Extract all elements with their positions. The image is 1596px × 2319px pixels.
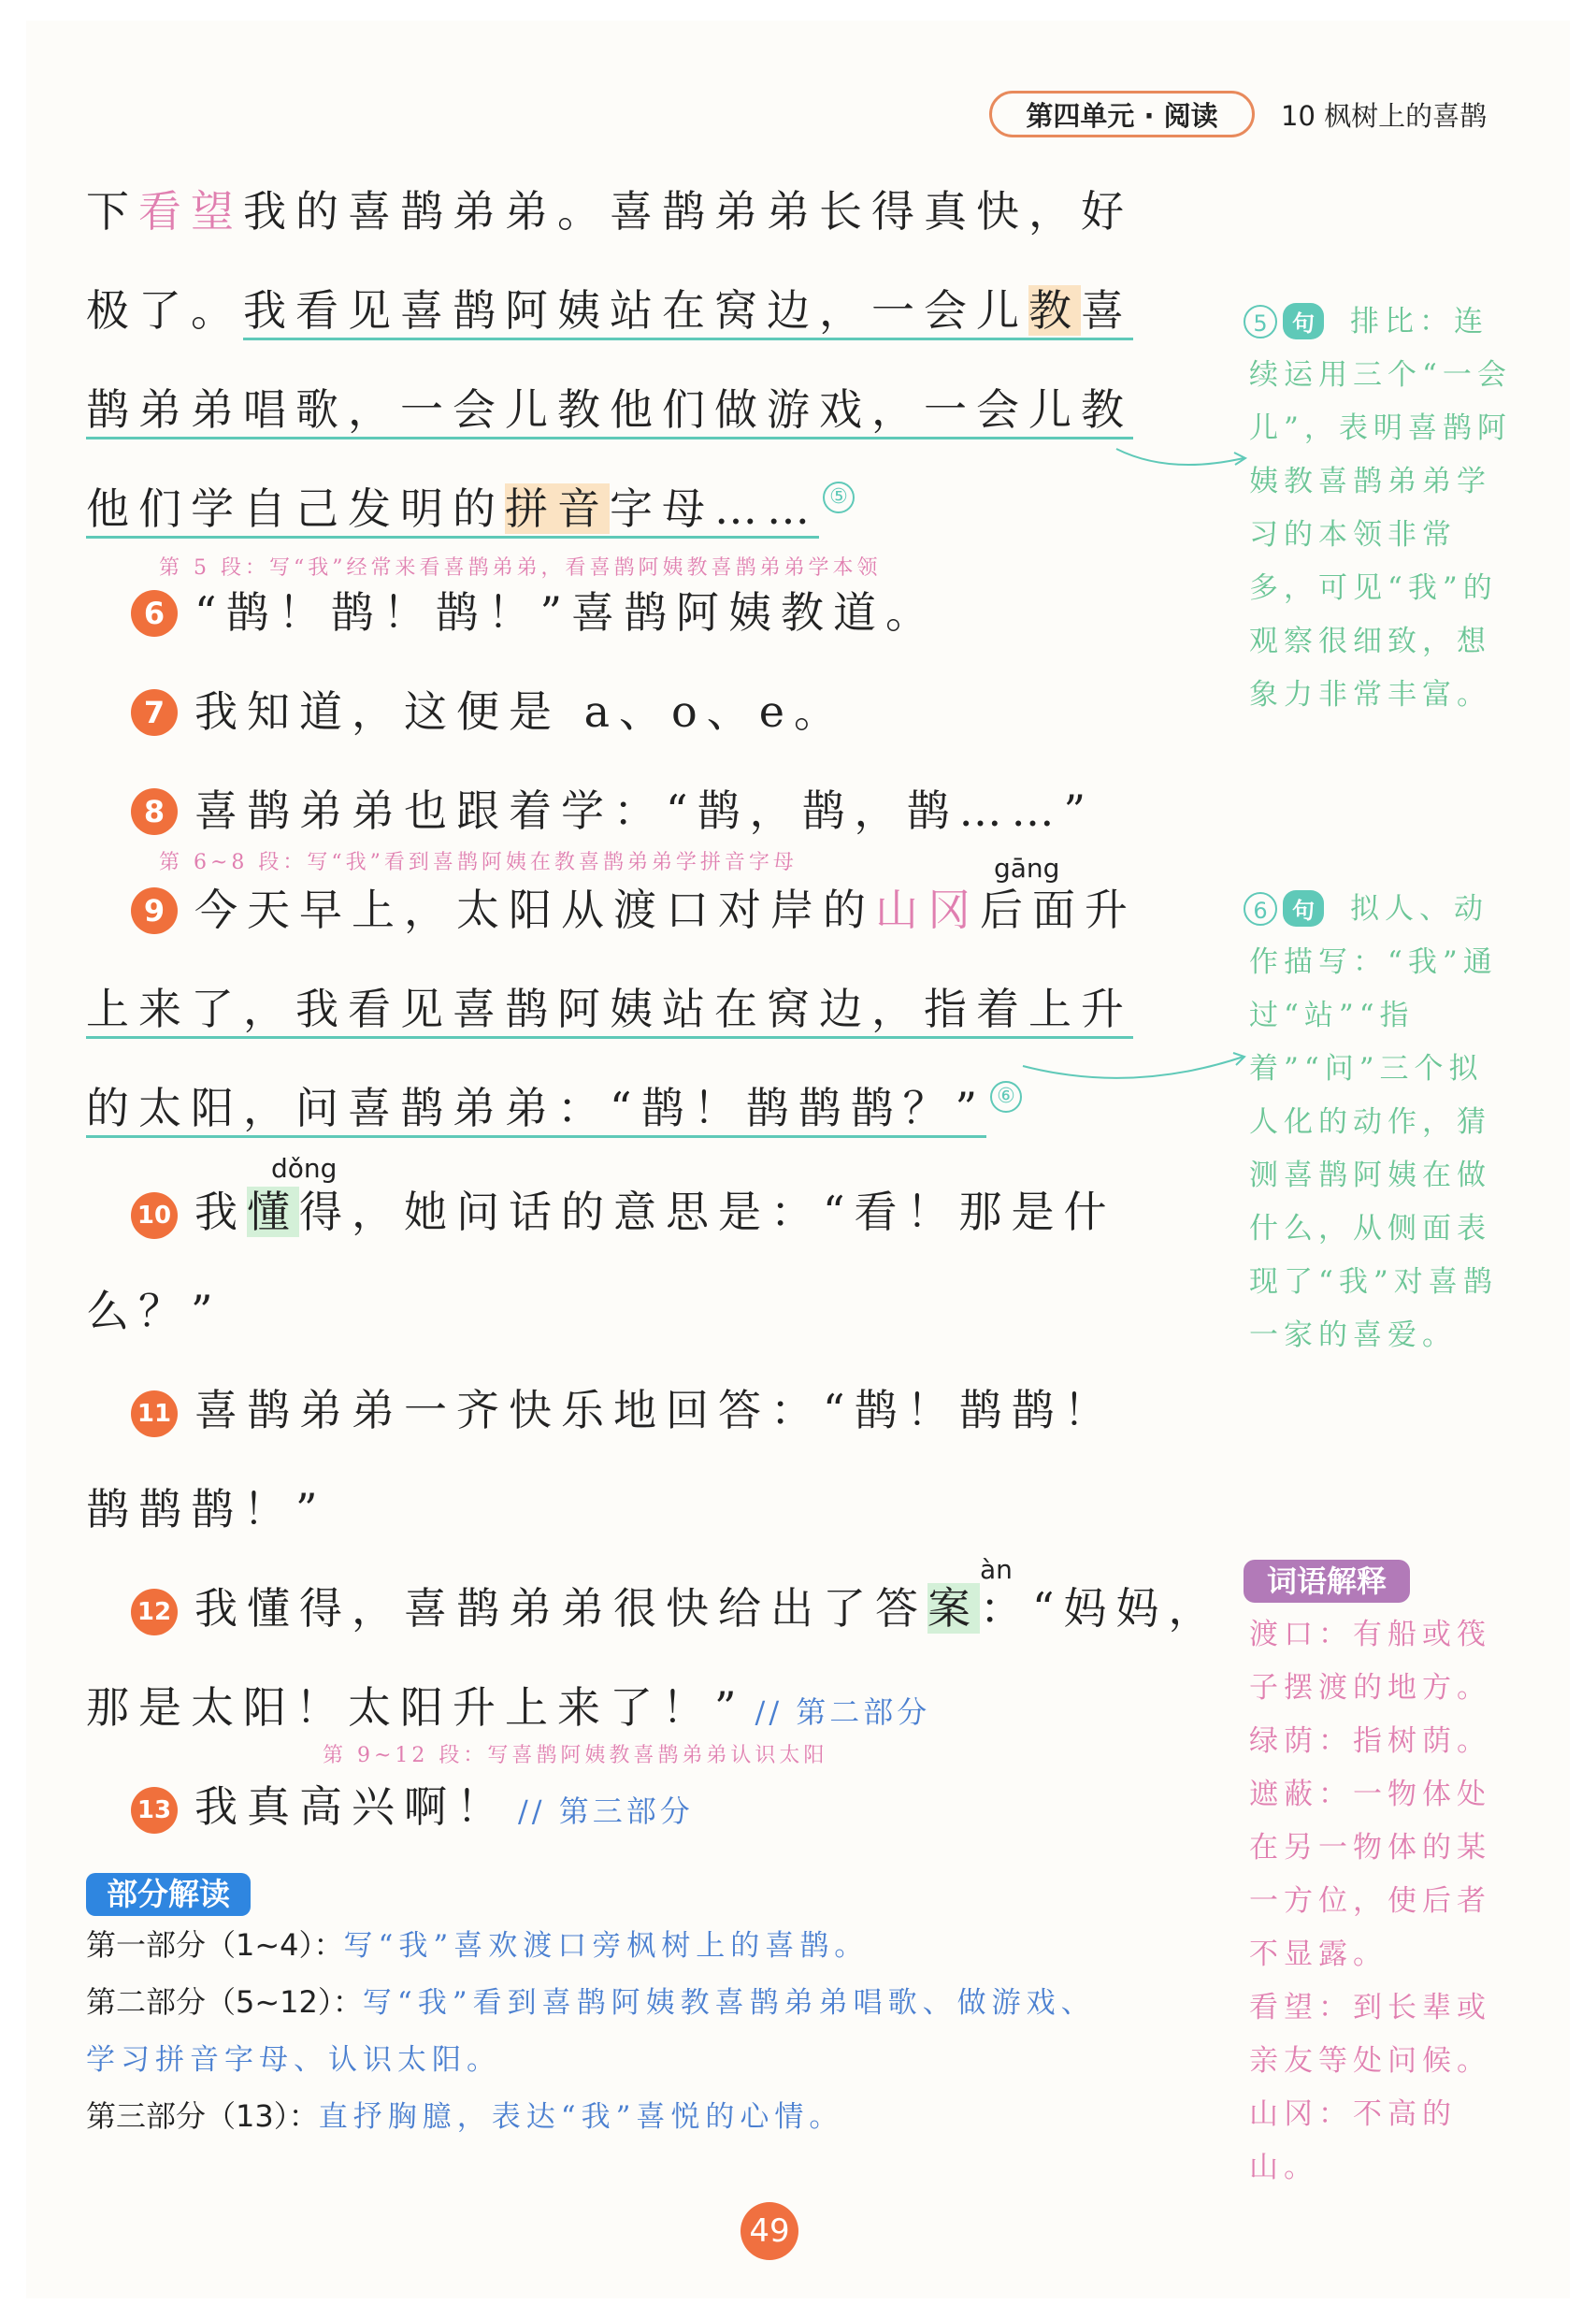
vocab-line: 不显露。 — [1249, 1937, 1388, 1971]
paragraph-8: 8 喜鹊弟弟也跟着学：“鹊，鹊，鹊……” — [131, 783, 1095, 839]
text-line-3: 鹊弟弟唱歌，一会儿教他们做游戏，一会儿教 — [86, 382, 1133, 438]
text-line-1: 下看望我的喜鹊弟弟。喜鹊弟弟长得真快，好 — [86, 186, 1133, 237]
vocab-line: 遮蔽：一物体处 — [1249, 1778, 1491, 1811]
paragraph-number-12: 12 — [131, 1589, 178, 1635]
text-line-10: 上来了，我看见喜鹊阿姨站在窝边，指着上升 — [86, 981, 1133, 1037]
page-number: 49 — [740, 2202, 798, 2260]
vocab-line: 山冈：不高的山。 — [1249, 2097, 1457, 2184]
paragraph-12: 12 我懂得，喜鹊弟弟很快给出了答案：“妈妈， — [131, 1580, 1221, 1636]
side-note-6-text: 拟人、动作描写：“我”通过“站”“指着”“问”三个拟人化的动作，猜测喜鹊阿姨在做什么，从侧面表现了“我”对喜鹊一家的喜爱。 — [1249, 892, 1498, 1352]
vocab-line: 在另一物体的某 — [1249, 1831, 1491, 1865]
keyword-kanwang: 看望 — [138, 186, 243, 237]
pinyin-dong: dǒng — [271, 1153, 338, 1184]
vocabulary-tag: 词语解释 — [1244, 1560, 1410, 1603]
summary-part-2: 第二部分（5~12）：写“我”看到喜鹊阿姨教喜鹊弟弟唱歌、做游戏、 — [86, 1984, 1096, 2020]
summary-part-3: 第三部分（13）：直抒胸臆，表达“我”喜悦的心情。 — [86, 2098, 844, 2134]
summary-part-1: 第一部分（1~4）：写“我”喜欢渡口旁枫树上的喜鹊。 — [86, 1927, 870, 1963]
arrow-6-icon — [1019, 1029, 1253, 1094]
side-note-6-tag: 句 — [1283, 890, 1324, 927]
text-line-4: 他们学自己发明的拼音字母…… ⑤ — [86, 481, 855, 537]
vocab-line: 渡口：有船或筏 — [1249, 1618, 1491, 1651]
keyword-dong: 懂 — [247, 1187, 299, 1237]
unit-badge: 第四单元 · 阅读 — [989, 91, 1255, 137]
pinyin-an: àn — [980, 1554, 1013, 1585]
paragraph-note-9-12: 第 9~12 段：写喜鹊阿姨教喜鹊弟弟认识太阳 — [323, 1744, 828, 1767]
paragraph-6: 6 “鹊！鹊！鹊！”喜鹊阿姨教道。 — [131, 584, 938, 641]
paragraph-number-6: 6 — [131, 590, 178, 637]
vocab-line: 子摆渡的地方。 — [1249, 1671, 1491, 1705]
paragraph-7: 7 我知道，这便是 a、o、e。 — [131, 684, 846, 740]
summary-part-2-cont: 学习拼音字母、认识太阳。 — [86, 2043, 501, 2077]
paragraph-number-13: 13 — [131, 1787, 178, 1834]
arrow-5-icon — [1113, 421, 1253, 477]
paragraph-note-6-8: 第 6~8 段：写“我”看到喜鹊阿姨在教喜鹊弟弟学拼音字母 — [159, 851, 798, 874]
marker-6: ⑥ — [990, 1081, 1022, 1113]
lesson-title: 10 枫树上的喜鹊 — [1281, 100, 1488, 132]
text-line-11: 的太阳，问喜鹊弟弟：“鹊！鹊鹊鹊？” ⑥ — [86, 1080, 1022, 1136]
summary-tag: 部分解读 — [86, 1873, 251, 1916]
vocab-line: 亲友等处问候。 — [1249, 2044, 1491, 2078]
part-2-marker: // 第二部分 — [755, 1694, 931, 1730]
vocab-line: 绿荫：指树荫。 — [1249, 1724, 1491, 1758]
paragraph-13: 13 我真高兴啊！ // 第三部分 — [131, 1779, 694, 1839]
text-line-13: 么？” — [86, 1286, 223, 1336]
marker-5: ⑤ — [823, 482, 855, 513]
paragraph-number-7: 7 — [131, 689, 178, 736]
paragraph-number-9: 9 — [131, 887, 178, 934]
part-3-marker: // 第三部分 — [518, 1793, 694, 1829]
keyword-shangang: 山冈 — [875, 885, 980, 935]
vocab-line: 一方位，使后者 — [1249, 1884, 1491, 1918]
vocab-line: 看望：到长辈或 — [1249, 1991, 1491, 2024]
keyword-jiao: 教 — [1028, 285, 1081, 336]
text-line-17: 那是太阳！太阳升上来了！” // 第二部分 — [86, 1682, 931, 1733]
side-note-6-number: 6 — [1244, 892, 1277, 926]
pinyin-gang: gāng — [994, 853, 1060, 884]
side-note-5-text: 排比：连续运用三个“一会儿”，表明喜鹊阿姨教喜鹊弟弟学习的本领非常多，可见“我”的观察很细致，想象力非常丰富。 — [1249, 305, 1512, 712]
text-line-2: 极了。我看见喜鹊阿姨站在窝边，一会儿教喜 — [86, 282, 1133, 338]
paragraph-number-10: 10 — [131, 1192, 178, 1239]
keyword-an: 案 — [927, 1583, 980, 1634]
paragraph-number-11: 11 — [131, 1390, 178, 1437]
side-note-5-number: 5 — [1244, 305, 1277, 338]
paragraph-note-5: 第 5 段：写“我”经常来看喜鹊弟弟，看喜鹊阿姨教喜鹊弟弟学本领 — [159, 556, 882, 580]
keyword-pinyin: 拼音 — [505, 483, 610, 534]
vocabulary-list — [1249, 1608, 1516, 2195]
paragraph-number-8: 8 — [131, 788, 178, 835]
side-note-5-tag: 句 — [1283, 303, 1324, 339]
paragraph-11: 11 喜鹊弟弟一齐快乐地回答：“鹊！鹊鹊！ — [131, 1382, 1116, 1438]
text-line-15: 鹊鹊鹊！” — [86, 1484, 327, 1534]
paragraph-9: 9 今天早上，太阳从渡口对岸的山冈后面升 — [131, 882, 1137, 938]
paragraph-10: 10 我懂得，她问话的意思是：“看！那是什 — [131, 1184, 1116, 1240]
